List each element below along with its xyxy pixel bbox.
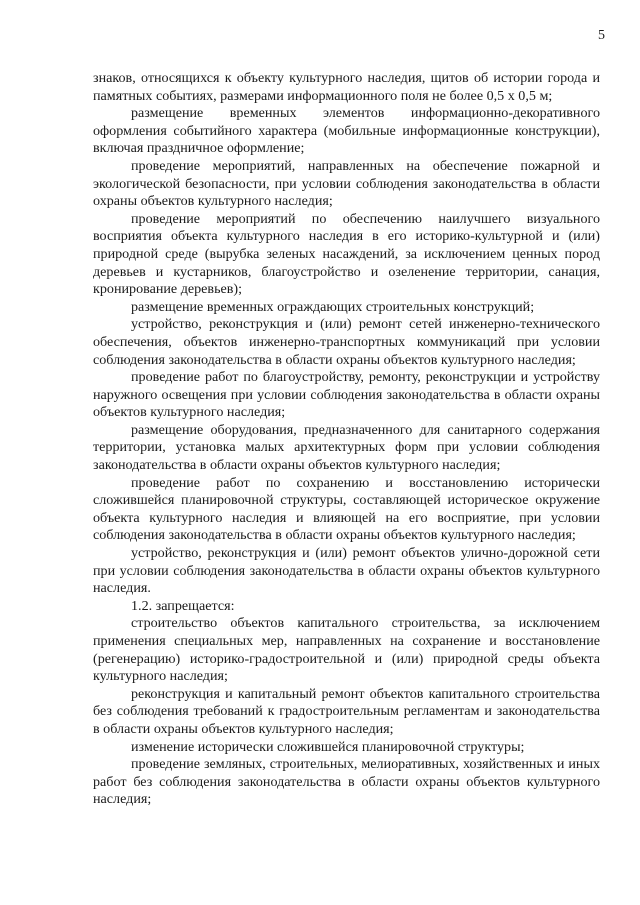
paragraph-capital-construction: строительство объектов капитального строительства, за исключением применения специальных мер, направленных на сохранение и восстановление (регенерацию) историко-градостроительной и (или) природной среды объекта культурного наследия;	[93, 615, 600, 685]
paragraph-planning-structure: проведение работ по сохранению и восстановлению исторически сложившейся планировочной структуры, составляющей историческое окружение объекта культурного наследия и влияющей на его восприятие, при условии соблюдения законодательства в области охраны объектов культурного наследия;	[93, 474, 600, 544]
paragraph-visual-perception: проведение мероприятий по обеспечению наилучшего визуального восприятия объекта культурного наследия в его историко-культурной и (или) природной среде (вырубка зеленых насаждений, за исключением ценных пород деревьев и кустарников, благоустройство и озеленение территории, санация, кронирование деревьев);	[93, 210, 600, 298]
paragraph-temporary-decor: размещение временных элементов информационно-декоративного оформления событийного характера (мобильные информационные конструкции), включая праздничное оформление;	[93, 105, 600, 157]
paragraph-fire-safety: проведение мероприятий, направленных на обеспечение пожарной и экологической безопасности, при условии соблюдения законодательства в области охраны объектов культурного наследия;	[93, 157, 600, 210]
paragraph-temporary-fences: размещение временных ограждающих строительных конструкций;	[131, 298, 535, 315]
paragraph-earthworks: проведение земляных, строительных, мелиоративных, хозяйственных и иных работ без соблюдения законодательства в области охраны объектов культурного наследия;	[93, 756, 600, 808]
page-number: 5	[598, 28, 605, 43]
section-heading-prohibited: 1.2. запрещается:	[131, 597, 235, 614]
paragraph-engineering-networks: устройство, реконструкция и (или) ремонт сетей инженерно-технического обеспечения, объектов инженерно-транспортных коммуникаций при условии соблюдения законодательства в области охраны объектов культурного наследия;	[93, 316, 600, 368]
paragraph-road-network: устройство, реконструкция и (или) ремонт объектов улично-дорожной сети при условии соблюдения законодательства в области охраны объектов культурного наследия.	[93, 545, 600, 597]
paragraph-sanitary-equipment: размещение оборудования, предназначенного для санитарного содержания территории, установка малых архитектурных форм при условии соблюдения законодательства в области охраны объектов культурного наследия;	[93, 421, 600, 474]
paragraph-structure-change: изменение исторически сложившейся планировочной структуры;	[131, 738, 525, 755]
paragraph-signs-continuation: знаков, относящихся к объекту культурного наследия, щитов об истории города и памятных событиях, размерами информационного поля не более 0,5 х 0,5 м;	[93, 70, 600, 104]
paragraph-landscaping-lighting: проведение работ по благоустройству, ремонту, реконструкции и устройству наружного освещения при условии соблюдения законодательства в области охраны объектов культурного наследия;	[93, 369, 600, 421]
document-body	[93, 70, 600, 809]
paragraph-reconstruction-repair: реконструкция и капитальный ремонт объектов капитального строительства без соблюдения требований к градостроительным регламентам и законодательства в области охраны объектов культурного наследия;	[93, 685, 600, 737]
